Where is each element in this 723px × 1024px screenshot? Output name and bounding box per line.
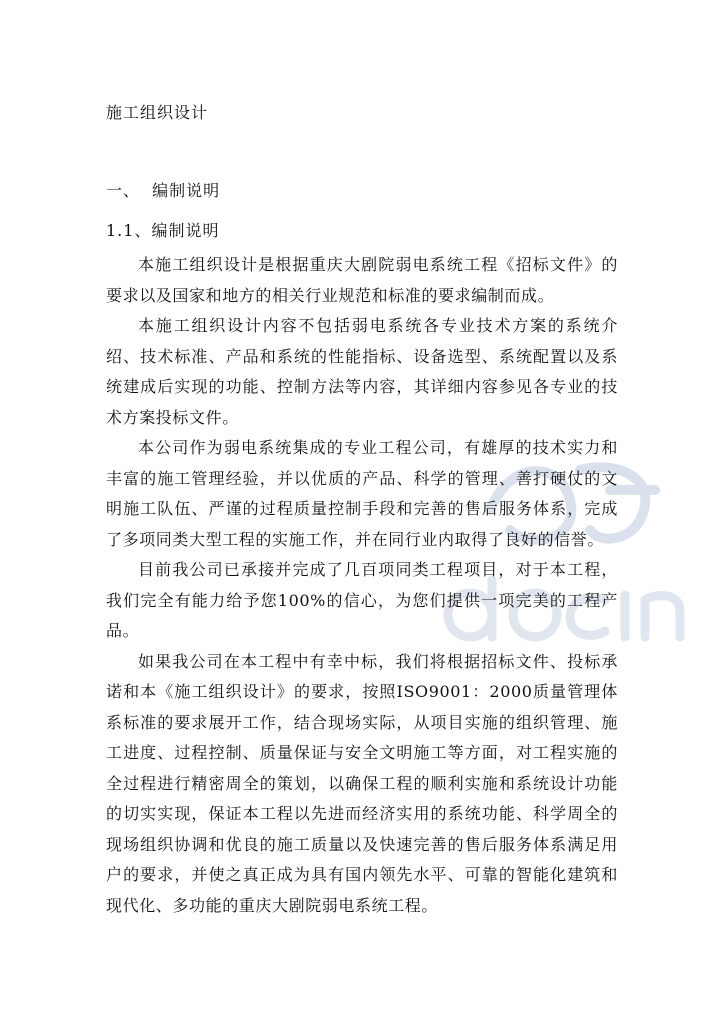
section-heading: 一、 编制说明 [106, 181, 221, 200]
document-body [106, 250, 618, 921]
paragraph: 目前我公司已承接并完成了几百项同类工程项目，对于本工程，我们完全有能力给予您100%的信心，为您们提供一项完美的工程产品。 [106, 560, 618, 640]
paragraph: 本施工组织设计内容不包括弱电系统各专业技术方案的系统介绍、技术标准、产品和系统的性能指标、设备选型、系统配置以及系统建成后实现的功能、控制方法等内容，其详细内容参见各专业的技术方案投标文件。 [106, 316, 618, 427]
paragraph: 本施工组织设计是根据重庆大剧院弱电系统工程《招标文件》的要求以及国家和地方的相关行业规范和标准的要求编制而成。 [106, 255, 618, 305]
paragraph: 本公司作为弱电系统集成的专业工程公司，有雄厚的技术实力和丰富的施工管理经验，并以优质的产品、科学的管理、善打硬仗的文明施工队伍、严谨的过程质量控制手段和完善的售后服务体系，完成了多项同类大型工程的实施工作，并在同行业内取得了良好的信誉。 [106, 438, 618, 549]
subsection-heading: 1.1、编制说明 [106, 221, 220, 240]
paragraph: 如果我公司在本工程中有幸中标，我们将根据招标文件、投标承诺和本《施工组织设计》的要求，按照ISO9001：2000质量管理体系标准的要求展开工作，结合现场实际，从项目实施的组织管理、施工进度、过程控制、质量保证与安全文明施工等方面，对工程实施的全过程进行精密周全的策划，以确保工程的顺利实施和系统设计功能的切实实现，保证本工程以先进而经济实用的系统功能、科学周全的现场组织协调和优良的施工质量以及快速完善的售后服务体系满足用户的要求，并使之真正成为具有国内领先水平、可靠的智能化建筑和现代化、多功能的重庆大剧院弱电系统工程。 [106, 651, 618, 915]
document-title: 施工组织设计 [106, 103, 209, 122]
